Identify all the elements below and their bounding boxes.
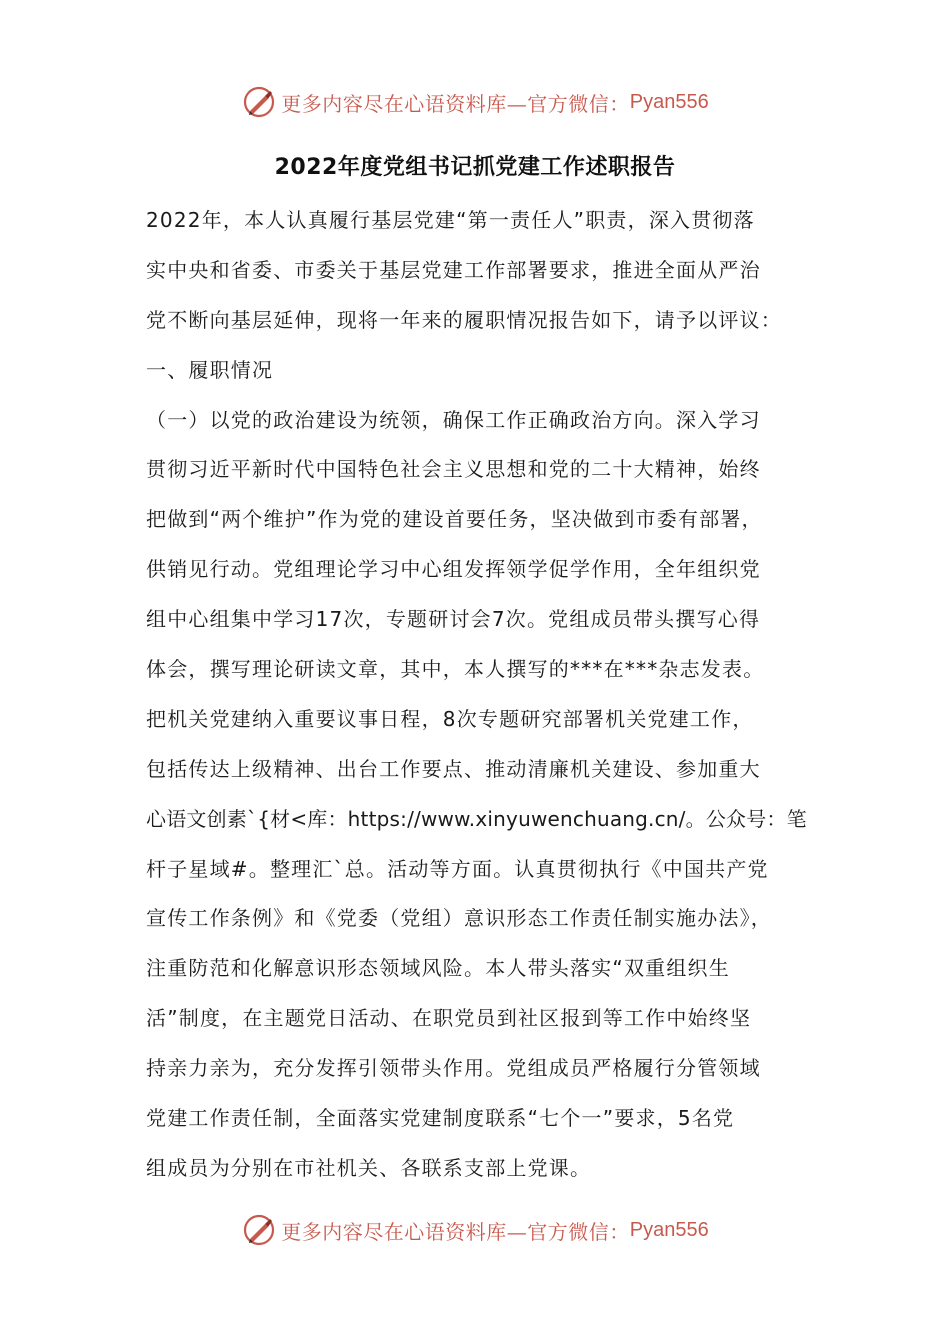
body-line: 体会，撰写理论研读文章，其中，本人撰写的***在***杂志发表。 [146, 657, 765, 682]
pen-circle-logo-icon [241, 1212, 277, 1248]
wechat-id: Pyan556 [629, 90, 709, 113]
wechat-id: Pyan556 [629, 1218, 709, 1241]
body-line: （一）以党的政治建设为统领，确保工作正确政治方向。深入学习 [146, 407, 761, 432]
body-line: 包括传达上级精神、出台工作要点、推动清廉机关建设、参加重大 [146, 756, 761, 781]
footer-watermark-banner [0, 1210, 950, 1250]
body-line: 把机关党建纳入重要议事日程，8次专题研究部署机关党建工作， [146, 706, 754, 731]
document-title: 2022年度党组书记抓党建工作述职报告 [274, 155, 676, 180]
body-line: 供销见行动。党组理论学习中心组发挥领学促学作用，全年组织党 [146, 557, 761, 582]
body-line: 贯彻习近平新时代中国特色社会主义思想和党的二十大精神，始终 [146, 457, 761, 482]
body-line: 党建工作责任制，全面落实党建制度联系“七个一”要求，5名党 [146, 1106, 735, 1131]
body-line: 党不断向基层延伸，现将一年来的履职情况报告如下，请予以评议： [146, 307, 782, 332]
body-line: 实中央和省委、市委关于基层党建工作部署要求，推进全面从严治 [146, 257, 761, 282]
body-line: 组成员为分别在市社机关、各联系支部上党课。 [146, 1155, 592, 1180]
body-line: 组中心组集中学习17次，专题研讨会7次。党组成员带头撰写心得 [146, 607, 761, 632]
watermark-text: 更多内容尽在心语资料库—官方微信： [281, 1219, 630, 1244]
body-line: 把做到“两个维护”作为党的建设首要任务，坚决做到市委有部署， [146, 507, 763, 532]
body-line: 宣传工作条例》和《党委（党组）意识形态工作责任制实施办法》， [146, 906, 772, 931]
section-heading: 一、履职情况 [146, 357, 274, 382]
body-line: 2022年，本人认真履行基层党建“第一责任人”职责，深入贯彻落 [146, 208, 755, 232]
body-line: 活”制度，在主题党日活动、在职党员到社区报到等工作中始终坚 [146, 1006, 752, 1031]
body-line: 持亲力亲为，充分发挥引领带头作用。党组成员严格履行分管领域 [146, 1056, 761, 1081]
pen-circle-logo-icon [241, 84, 277, 120]
document-body [146, 196, 814, 1194]
body-line: 心语文创素`{材<库：https://www.xinyuwenchuang.cn/。公众号：笔 [146, 806, 807, 831]
watermark-text: 更多内容尽在心语资料库—官方微信： [281, 91, 630, 116]
body-line: 杆子星域#。整理汇`总。活动等方面。认真贯彻执行《中国共产党 [146, 856, 769, 881]
body-line: 注重防范和化解意识形态领域风险。本人带头落实“双重组织生 [146, 956, 730, 981]
header-watermark-banner [0, 82, 950, 122]
